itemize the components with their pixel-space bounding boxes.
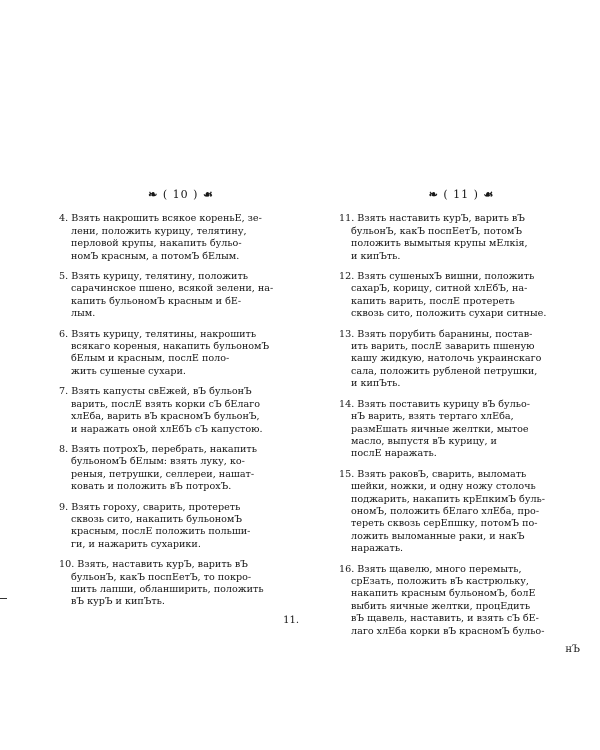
recipe-entry [59, 386, 303, 436]
text-line: сквозь сито, накапить бульономЪ [71, 513, 242, 525]
catchword: нЪ [565, 644, 580, 655]
text-line: ложить выломанные раки, и накЪ [351, 530, 525, 542]
recipe-list [59, 213, 303, 608]
text-line: 5. Взять курицу, телятину, положить [59, 271, 248, 283]
text-line: лаго хлЕба корки вЪ красномЪ бульо- [351, 625, 545, 637]
ornament-icon: ❧ [148, 188, 159, 201]
text-line: выбить яичные желтки, процЕдить [351, 600, 531, 612]
text-line: и кипЪть. [351, 378, 401, 390]
text-line: сахарЪ, корицу, ситной хлЕбЪ, на- [351, 283, 528, 295]
text-line: бЕлым и красным, послЕ поло- [71, 353, 230, 365]
text-line: наражать. [351, 543, 404, 555]
text-line: 7. Взять капусты свЕжей, вЪ бульонЪ [59, 386, 252, 398]
text-line: и кипЪть. [351, 250, 401, 262]
text-line: 15. Взять раковЪ, сварить, выломать [339, 468, 527, 480]
text-line: вЪ курЪ и кипЪть. [71, 596, 165, 608]
text-line: размЕшать яичные желтки, мытое [351, 423, 529, 435]
recipe-entry [59, 271, 303, 321]
text-line: ги, и нажарить сухарики. [71, 538, 201, 550]
recipe-entry [59, 502, 303, 552]
text-line: кашу жидкую, натолочь украинскаго [351, 353, 542, 365]
text-line: ить варить, послЕ заварить пшеную [351, 341, 535, 353]
recipe-entry [339, 213, 584, 263]
page-number: 11 [453, 188, 470, 201]
recipe-entry [59, 329, 303, 379]
recipe-entry [59, 559, 303, 609]
text-line: красным, послЕ положить польши- [71, 526, 251, 538]
text-line: жить сушеные сухари. [71, 365, 186, 377]
text-line: 4. Взять накрошить всякое кореньЕ, зе- [59, 213, 262, 225]
text-line: положить вымытыя крупы мЕлкія, [351, 238, 528, 250]
text-line: сарачинское пшено, всякой зелени, на- [71, 283, 274, 295]
text-line: 13. Взять порубить баранины, постав- [339, 328, 533, 340]
text-line: лени, положить курицу, телятину, [71, 225, 247, 237]
text-line: ономЪ, положить бЕлаго хлЕба, про- [351, 505, 540, 517]
text-line: тереть сквозь серЕпшку, потомЪ по- [351, 518, 538, 530]
recipe-entry [339, 271, 584, 321]
ornament-icon: ☙ [202, 188, 214, 201]
text-line: вЪ щавель, наставить, и взять сЪ бЕ- [351, 613, 539, 625]
text-line: варить, послЕ взять корки сЪ бЕлаго [71, 398, 261, 410]
text-line: сквозь сито, положить сухари ситные. [351, 308, 547, 320]
text-line: срЕзать, положить вЪ кастрюльку, [351, 575, 529, 587]
scan-edge-mark [0, 598, 7, 599]
text-line: номЪ красным, а потомЪ бЕлым. [71, 250, 240, 262]
recipe-entry [339, 399, 584, 461]
page-number-header: ❧ ( 10 ) ☙ [148, 188, 214, 201]
text-line: реныя, петрушки, селлереи, нашат- [71, 468, 255, 480]
text-line: лым. [71, 308, 96, 320]
text-line: 9. Взять гороху, сварить, протереть [59, 501, 241, 513]
text-line: бульонЪ, какЪ поспЕетЪ, потомЪ [351, 225, 522, 237]
text-line: масло, выпустя вЪ курицу, и [351, 435, 497, 447]
text-line: 16. Взять щавелю, много перемыть, [339, 563, 522, 575]
text-line: капить варить, послЕ протереть [351, 295, 515, 307]
recipe-entry [339, 469, 584, 556]
text-line: ковать и положить вЪ потрохЪ. [71, 481, 232, 493]
right-page [339, 189, 584, 656]
text-line: шить лапши, обланширить, положить [71, 583, 264, 595]
text-line: 11. Взять наставить курЪ, варить вЪ [339, 213, 525, 225]
text-line: шейки, ножки, и одну ножу столочь [351, 481, 536, 493]
text-line: 14. Взять поставить курицу вЪ бульо- [339, 398, 531, 410]
text-line: накапить красным бульономЪ, болЕ [351, 588, 536, 600]
text-line: всякаго кореныя, накапить бульономЪ [71, 341, 270, 353]
text-line: 10. Взять, наставить курЪ, варить вЪ [59, 559, 248, 571]
text-line: бульономЪ бЕлым: взять луку, ко- [71, 456, 245, 468]
recipe-entry [59, 444, 303, 494]
recipe-entry [339, 329, 584, 391]
page-number-header: ❧ ( 11 ) ☙ [428, 188, 495, 201]
page-number: 10 [172, 188, 189, 201]
text-line: 8. Взять потрохЪ, перебрать, накапить [59, 443, 257, 455]
ornament-icon: ❧ [428, 188, 439, 201]
text-line: капить бульономЪ красным и бЕ- [71, 295, 242, 307]
left-page [59, 189, 303, 627]
text-line: нЪ варить, взять тертаго хлЕба, [351, 411, 514, 423]
recipe-entry [339, 564, 584, 638]
ornament-icon: ☙ [483, 188, 495, 201]
text-line: 12. Взять сушеныхЪ вишни, положить [339, 271, 535, 283]
text-line: хлЕба, варить вЪ красномЪ бульонЪ, [71, 411, 260, 423]
text-line: 6. Взять курицу, телятины, накрошить [59, 328, 257, 340]
text-line: сала, положить рубленой петрушки, [351, 365, 538, 377]
recipe-list [339, 213, 584, 638]
text-line: поджарить, накапить крЕпкимЪ буль- [351, 493, 546, 505]
text-line: перловой крупы, накапить бульо- [71, 238, 242, 250]
text-line: бульонЪ, какЪ поспЕетЪ, то покро- [71, 571, 252, 583]
catchword: 11. [283, 614, 299, 626]
text-line: и наражать оной хлЕбЪ сЪ капустою. [71, 423, 263, 435]
text-line: послЕ наражать. [351, 448, 437, 460]
recipe-entry [59, 213, 303, 263]
